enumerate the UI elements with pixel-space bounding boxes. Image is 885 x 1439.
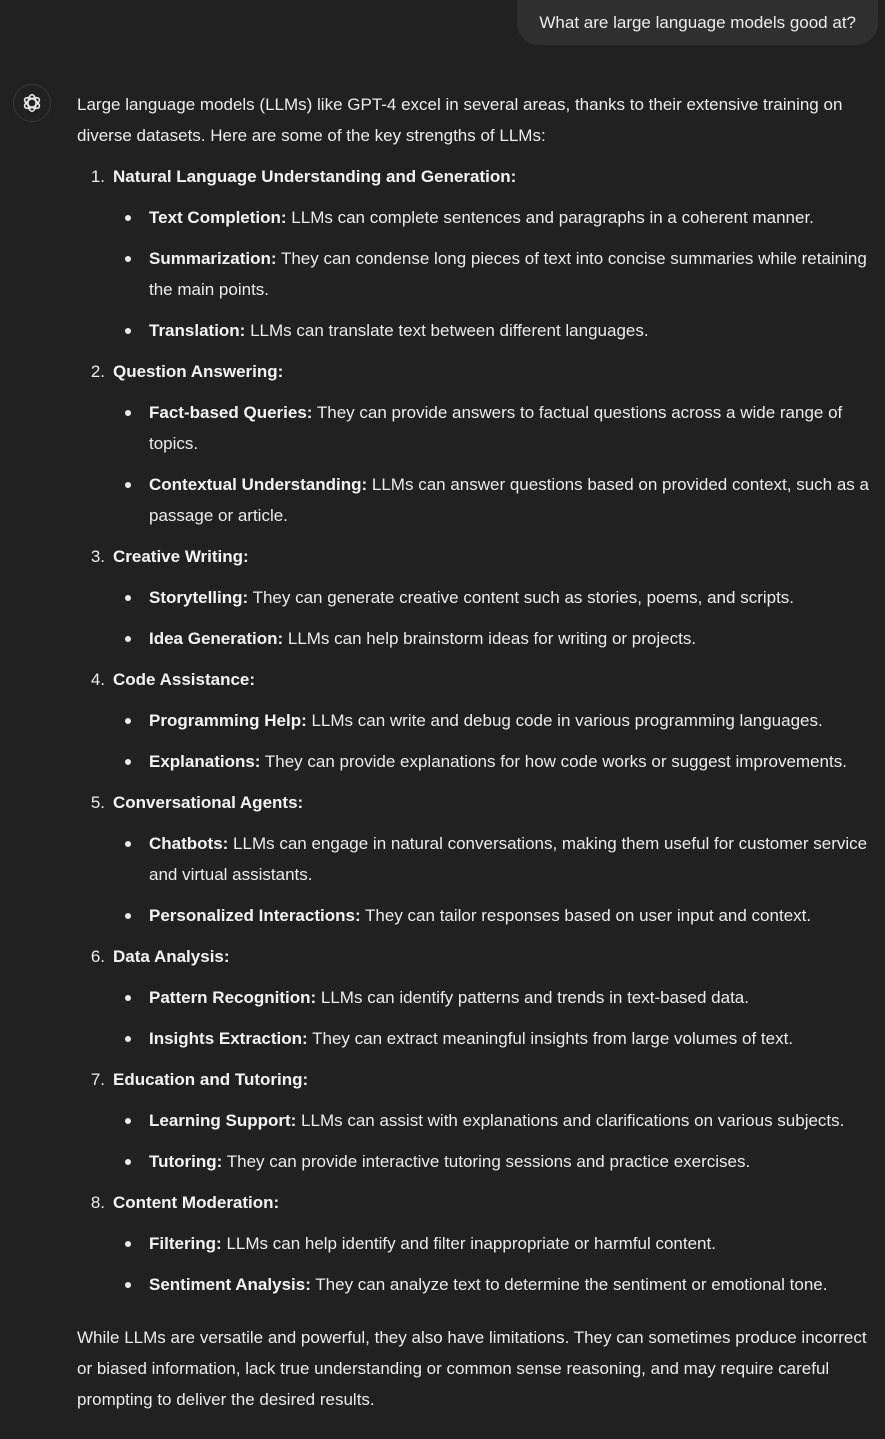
bullet-text: They can provide answers to factual questions across a wide range of topics. bbox=[149, 403, 843, 453]
bullet-dot-icon bbox=[125, 636, 131, 642]
user-message-text: What are large language models good at? bbox=[539, 12, 856, 32]
bullet-term: Translation: bbox=[149, 321, 246, 340]
bullet-dot-icon bbox=[125, 841, 131, 847]
bullet-dot-icon bbox=[125, 1282, 131, 1288]
bullet-text: They can analyze text to determine the sentiment or emotional tone. bbox=[310, 1275, 828, 1294]
bullet-list bbox=[77, 202, 877, 346]
bullet-dot-icon bbox=[125, 328, 131, 334]
bullet-term: Pattern Recognition: bbox=[149, 988, 317, 1007]
bullet-text: They can extract meaningful insights from large volumes of text. bbox=[307, 1029, 794, 1048]
list-item bbox=[77, 746, 877, 777]
assistant-message bbox=[77, 89, 877, 1415]
response-outro: While LLMs are versatile and powerful, they also have limitations. They can sometimes produce incorrect or biased information, lack true understanding or common sense reasoning, and may require careful prompting to deliver the desired results. bbox=[77, 1328, 867, 1409]
list-item bbox=[77, 202, 877, 233]
list-item bbox=[77, 1269, 877, 1300]
bullet-text: They can tailor responses based on user input and context. bbox=[360, 906, 812, 925]
section-title: Natural Language Understanding and Generation: bbox=[113, 167, 517, 186]
bullet-dot-icon bbox=[125, 595, 131, 601]
bullet-dot-icon bbox=[125, 995, 131, 1001]
section-number: 6. bbox=[90, 947, 105, 966]
section-title: Code Assistance: bbox=[113, 670, 256, 689]
bullet-text: LLMs can answer questions based on provided context, such as a passage or article. bbox=[149, 475, 869, 525]
bullet-list bbox=[77, 397, 877, 531]
bullet-term: Filtering: bbox=[149, 1234, 222, 1253]
list-item bbox=[77, 828, 877, 890]
bullet-list bbox=[77, 582, 877, 654]
list-item bbox=[77, 1105, 877, 1136]
bullet-term: Contextual Understanding: bbox=[149, 475, 368, 494]
section-number: 7. bbox=[90, 1070, 105, 1089]
list-section bbox=[77, 161, 877, 346]
section-number: 4. bbox=[90, 670, 105, 689]
openai-logo-icon bbox=[20, 91, 44, 115]
bullet-dot-icon bbox=[125, 1036, 131, 1042]
bullet-term: Personalized Interactions: bbox=[149, 906, 361, 925]
section-heading bbox=[77, 356, 877, 387]
list-item bbox=[77, 315, 877, 346]
list-section bbox=[77, 664, 877, 777]
bullet-text: LLMs can help identify and filter inappropriate or harmful content. bbox=[221, 1234, 716, 1253]
bullet-term: Explanations: bbox=[149, 752, 261, 771]
bullet-dot-icon bbox=[125, 256, 131, 262]
list-item bbox=[77, 1146, 877, 1177]
list-item bbox=[77, 1228, 877, 1259]
bullet-text: LLMs can complete sentences and paragraphs in a coherent manner. bbox=[286, 208, 814, 227]
bullet-text: LLMs can help brainstorm ideas for writing or projects. bbox=[283, 629, 697, 648]
section-heading bbox=[77, 664, 877, 695]
section-title: Content Moderation: bbox=[113, 1193, 280, 1212]
bullet-text: They can condense long pieces of text into concise summaries while retaining the main points. bbox=[149, 249, 867, 299]
bullet-list bbox=[77, 1105, 877, 1177]
bullet-term: Summarization: bbox=[149, 249, 277, 268]
section-title: Education and Tutoring: bbox=[113, 1070, 309, 1089]
bullet-list bbox=[77, 705, 877, 777]
bullet-dot-icon bbox=[125, 410, 131, 416]
bullet-dot-icon bbox=[125, 1241, 131, 1247]
section-title: Creative Writing: bbox=[113, 547, 249, 566]
bullet-dot-icon bbox=[125, 1118, 131, 1124]
bullet-dot-icon bbox=[125, 215, 131, 221]
section-number: 2. bbox=[90, 362, 105, 381]
bullet-dot-icon bbox=[125, 718, 131, 724]
list-section bbox=[77, 1064, 877, 1177]
list-item bbox=[77, 243, 877, 305]
bullet-text: LLMs can engage in natural conversations, making them useful for customer service and virtual assistants. bbox=[149, 834, 868, 884]
bullet-term: Storytelling: bbox=[149, 588, 249, 607]
list-item bbox=[77, 623, 877, 654]
section-heading bbox=[77, 1187, 877, 1218]
bullet-text: They can provide explanations for how code works or suggest improvements. bbox=[260, 752, 847, 771]
bullet-text: They can generate creative content such as stories, poems, and scripts. bbox=[248, 588, 795, 607]
bullet-term: Text Completion: bbox=[149, 208, 287, 227]
bullet-term: Sentiment Analysis: bbox=[149, 1275, 311, 1294]
bullet-dot-icon bbox=[125, 482, 131, 488]
bullet-term: Insights Extraction: bbox=[149, 1029, 308, 1048]
bullet-list bbox=[77, 1228, 877, 1300]
section-heading bbox=[77, 941, 877, 972]
bullet-term: Idea Generation: bbox=[149, 629, 284, 648]
bullet-text: LLMs can assist with explanations and clarifications on various subjects. bbox=[296, 1111, 845, 1130]
bullet-dot-icon bbox=[125, 1159, 131, 1165]
section-heading bbox=[77, 1064, 877, 1095]
list-item bbox=[77, 397, 877, 459]
bullet-dot-icon bbox=[125, 913, 131, 919]
section-number: 8. bbox=[90, 1193, 105, 1212]
section-heading bbox=[77, 161, 877, 192]
bullet-list bbox=[77, 828, 877, 931]
bullet-text: LLMs can identify patterns and trends in text-based data. bbox=[316, 988, 749, 1007]
list-item bbox=[77, 582, 877, 613]
list-section bbox=[77, 941, 877, 1054]
bullet-text: They can provide interactive tutoring sessions and practice exercises. bbox=[222, 1152, 751, 1171]
list-item bbox=[77, 469, 877, 531]
list-section bbox=[77, 1187, 877, 1300]
bullet-term: Programming Help: bbox=[149, 711, 307, 730]
section-heading bbox=[77, 787, 877, 818]
bullet-term: Learning Support: bbox=[149, 1111, 297, 1130]
bullet-term: Fact-based Queries: bbox=[149, 403, 313, 422]
section-title: Question Answering: bbox=[113, 362, 284, 381]
bullet-term: Tutoring: bbox=[149, 1152, 223, 1171]
response-intro: Large language models (LLMs) like GPT-4 excel in several areas, thanks to their extensive training on diverse datasets. Here are some of the key strengths of LLMs: bbox=[77, 95, 843, 145]
section-number: 3. bbox=[90, 547, 105, 566]
bullet-term: Chatbots: bbox=[149, 834, 229, 853]
section-number: 5. bbox=[90, 793, 105, 812]
list-item bbox=[77, 982, 877, 1013]
bullet-text: LLMs can translate text between different languages. bbox=[245, 321, 649, 340]
user-message-bubble bbox=[517, 0, 878, 45]
assistant-avatar bbox=[13, 84, 51, 122]
section-title: Conversational Agents: bbox=[113, 793, 304, 812]
list-item bbox=[77, 900, 877, 931]
section-heading bbox=[77, 541, 877, 572]
list-section bbox=[77, 541, 877, 654]
bullet-list bbox=[77, 982, 877, 1054]
list-section bbox=[77, 356, 877, 531]
section-number: 1. bbox=[90, 167, 105, 186]
strengths-list bbox=[77, 161, 877, 1300]
list-item bbox=[77, 705, 877, 736]
section-title: Data Analysis: bbox=[113, 947, 230, 966]
list-section bbox=[77, 787, 877, 931]
bullet-text: LLMs can write and debug code in various programming languages. bbox=[306, 711, 823, 730]
bullet-dot-icon bbox=[125, 759, 131, 765]
list-item bbox=[77, 1023, 877, 1054]
